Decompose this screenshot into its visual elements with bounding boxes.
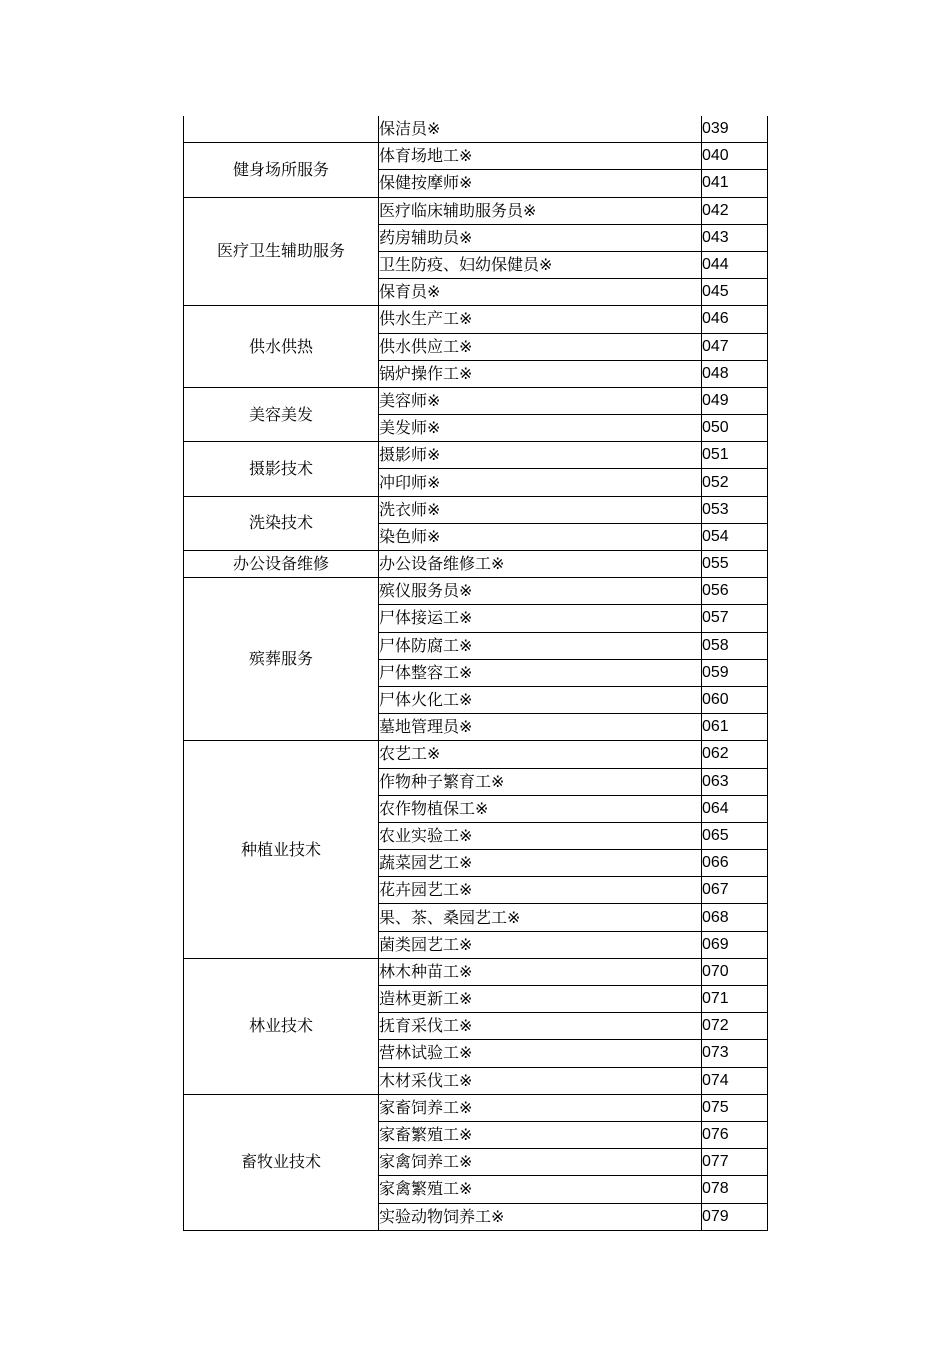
- occupation-code-cell: 047: [702, 333, 768, 360]
- table-row: [184, 442, 768, 469]
- occupation-name-cell: 营林试验工※: [379, 1040, 702, 1067]
- occupation-code-cell: 060: [702, 686, 768, 713]
- occupation-code-cell: 044: [702, 251, 768, 278]
- category-cell: 林业技术: [184, 958, 379, 1094]
- category-cell: 种植业技术: [184, 741, 379, 959]
- occupation-name-cell: 尸体火化工※: [379, 686, 702, 713]
- occupation-name-cell: 供水生产工※: [379, 306, 702, 333]
- occupation-name-cell: 染色师※: [379, 523, 702, 550]
- occupation-code-cell: 046: [702, 306, 768, 333]
- occupation-name-cell: 尸体整容工※: [379, 659, 702, 686]
- occupation-name-cell: 办公设备维修工※: [379, 551, 702, 578]
- occupation-code-cell: 066: [702, 850, 768, 877]
- table-row: [184, 551, 768, 578]
- occupation-code-cell: 061: [702, 714, 768, 741]
- table-row: [184, 1094, 768, 1121]
- table-row: [184, 387, 768, 414]
- occupation-name-cell: 锅炉操作工※: [379, 360, 702, 387]
- occupation-code-cell: 043: [702, 224, 768, 251]
- occupation-name-cell: 作物种子繁育工※: [379, 768, 702, 795]
- occupation-code-cell: 039: [702, 116, 768, 143]
- occupation-name-cell: 家禽繁殖工※: [379, 1176, 702, 1203]
- category-cell: 洗染技术: [184, 496, 379, 550]
- occupation-code-cell: 070: [702, 958, 768, 985]
- occupation-code-cell: 049: [702, 387, 768, 414]
- occupation-name-cell: 摄影师※: [379, 442, 702, 469]
- occupation-code-cell: 068: [702, 904, 768, 931]
- occupation-name-cell: 蔬菜园艺工※: [379, 850, 702, 877]
- table-row: [184, 306, 768, 333]
- occupation-code-cell: 045: [702, 279, 768, 306]
- table-row: [184, 958, 768, 985]
- category-cell: 供水供热: [184, 306, 379, 388]
- occupation-table: [183, 116, 768, 1231]
- occupation-code-cell: 078: [702, 1176, 768, 1203]
- occupation-code-cell: 058: [702, 632, 768, 659]
- category-cell: 殡葬服务: [184, 578, 379, 741]
- occupation-code-cell: 067: [702, 877, 768, 904]
- occupation-name-cell: 洗衣师※: [379, 496, 702, 523]
- occupation-name-cell: 家禽饲养工※: [379, 1149, 702, 1176]
- occupation-code-cell: 062: [702, 741, 768, 768]
- occupation-code-cell: 051: [702, 442, 768, 469]
- occupation-name-cell: 尸体防腐工※: [379, 632, 702, 659]
- occupation-code-cell: 041: [702, 170, 768, 197]
- category-cell: [184, 116, 379, 143]
- occupation-name-cell: 实验动物饲养工※: [379, 1203, 702, 1230]
- occupation-code-cell: 052: [702, 469, 768, 496]
- occupation-name-cell: 农业实验工※: [379, 822, 702, 849]
- occupation-code-cell: 065: [702, 822, 768, 849]
- occupation-code-cell: 050: [702, 415, 768, 442]
- occupation-code-cell: 069: [702, 931, 768, 958]
- occupation-name-cell: 尸体接运工※: [379, 605, 702, 632]
- occupation-name-cell: 卫生防疫、妇幼保健员※: [379, 251, 702, 278]
- table-row: [184, 578, 768, 605]
- occupation-code-cell: 059: [702, 659, 768, 686]
- occupation-code-cell: 042: [702, 197, 768, 224]
- occupation-name-cell: 供水供应工※: [379, 333, 702, 360]
- occupation-code-cell: 063: [702, 768, 768, 795]
- table-row: [184, 496, 768, 523]
- occupation-code-cell: 072: [702, 1013, 768, 1040]
- occupation-name-cell: 家畜繁殖工※: [379, 1121, 702, 1148]
- occupation-name-cell: 木材采伐工※: [379, 1067, 702, 1094]
- category-cell: 美容美发: [184, 387, 379, 441]
- occupation-name-cell: 美发师※: [379, 415, 702, 442]
- category-cell: 健身场所服务: [184, 143, 379, 197]
- occupation-code-cell: 056: [702, 578, 768, 605]
- occupation-code-cell: 077: [702, 1149, 768, 1176]
- occupation-code-cell: 076: [702, 1121, 768, 1148]
- occupation-name-cell: 菌类园艺工※: [379, 931, 702, 958]
- category-cell: 办公设备维修: [184, 551, 379, 578]
- occupation-code-cell: 055: [702, 551, 768, 578]
- category-cell: 摄影技术: [184, 442, 379, 496]
- occupation-name-cell: 殡仪服务员※: [379, 578, 702, 605]
- occupation-name-cell: 农艺工※: [379, 741, 702, 768]
- occupation-name-cell: 农作物植保工※: [379, 795, 702, 822]
- table-row: [184, 143, 768, 170]
- occupation-name-cell: 美容师※: [379, 387, 702, 414]
- occupation-code-cell: 073: [702, 1040, 768, 1067]
- occupation-name-cell: 林木种苗工※: [379, 958, 702, 985]
- occupation-code-cell: 064: [702, 795, 768, 822]
- occupation-code-cell: 053: [702, 496, 768, 523]
- category-cell: 医疗卫生辅助服务: [184, 197, 379, 306]
- table-row: [184, 741, 768, 768]
- occupation-name-cell: 保健按摩师※: [379, 170, 702, 197]
- occupation-code-cell: 074: [702, 1067, 768, 1094]
- occupation-name-cell: 保育员※: [379, 279, 702, 306]
- occupation-name-cell: 体育场地工※: [379, 143, 702, 170]
- occupation-code-cell: 079: [702, 1203, 768, 1230]
- occupation-name-cell: 医疗临床辅助服务员※: [379, 197, 702, 224]
- occupation-name-cell: 冲印师※: [379, 469, 702, 496]
- occupation-code-cell: 075: [702, 1094, 768, 1121]
- category-cell: 畜牧业技术: [184, 1094, 379, 1230]
- occupation-name-cell: 保洁员※: [379, 116, 702, 143]
- occupation-code-cell: 048: [702, 360, 768, 387]
- table-row: [184, 197, 768, 224]
- occupation-name-cell: 抚育采伐工※: [379, 1013, 702, 1040]
- occupation-code-cell: 057: [702, 605, 768, 632]
- occupation-name-cell: 家畜饲养工※: [379, 1094, 702, 1121]
- occupation-name-cell: 墓地管理员※: [379, 714, 702, 741]
- occupation-name-cell: 造林更新工※: [379, 986, 702, 1013]
- occupation-code-cell: 071: [702, 986, 768, 1013]
- occupation-code-cell: 040: [702, 143, 768, 170]
- table-row: [184, 116, 768, 143]
- occupation-name-cell: 果、茶、桑园艺工※: [379, 904, 702, 931]
- occupation-code-cell: 054: [702, 523, 768, 550]
- occupation-table-body: [184, 116, 768, 1230]
- occupation-name-cell: 花卉园艺工※: [379, 877, 702, 904]
- occupation-name-cell: 药房辅助员※: [379, 224, 702, 251]
